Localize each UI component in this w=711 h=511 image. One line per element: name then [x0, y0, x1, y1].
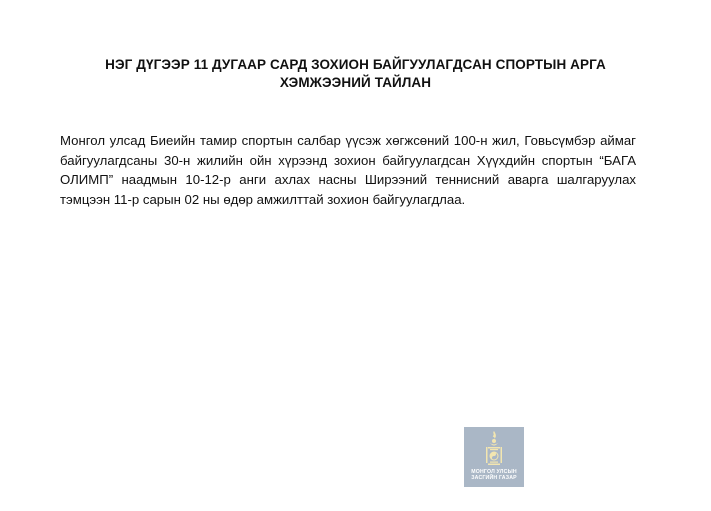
soyombo-icon — [483, 431, 505, 467]
document-title: НЭГ ДҮГЭЭР 11 ДУГААР САРД ЗОХИОН БАЙГУУЛАГДСАН СПОРТЫН АРГА ХЭМЖЭЭНИЙ ТАЙЛАН — [105, 57, 606, 90]
government-logo — [464, 427, 524, 487]
logo-text-line2: ЗАСГИЙН ГАЗАР — [471, 475, 517, 481]
logo-text — [471, 469, 517, 481]
document-body: Монгол улсад Биеийн тамир спортын салбар үүсэж хөгжсөний 100-н жил, Говьсүмбэр аймаг байгуулагдсаны 30-н жилийн ойн хүрээнд зохион байгуулагдсан Хүүхдийн спортын “БАГА ОЛИМП” наадмын 10-12-р анги ахлах насны Ширээний теннисний аварга шалгаруулах тэмцээн 11-р сарын 02 ны өдөр амжилттай зохион байгуулагдлаа. — [60, 133, 636, 207]
logo-text-line1: МОНГОЛ УЛСЫН — [471, 469, 517, 475]
